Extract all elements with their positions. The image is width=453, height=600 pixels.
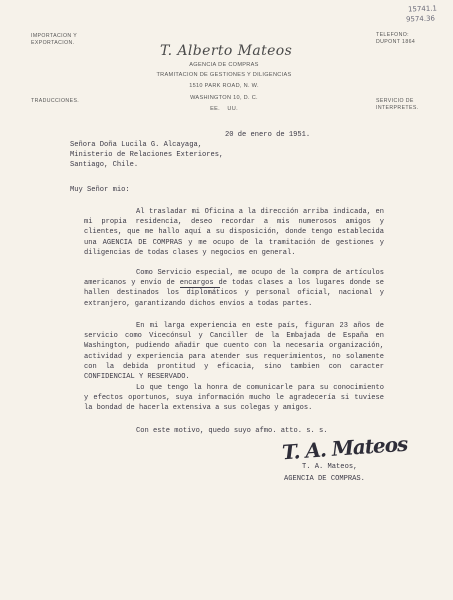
closing-line: Con este motivo, quedo suyo afmo. atto. s. s. (136, 427, 328, 435)
letterhead-line-address: 1510 PARK ROAD, N. W. (189, 83, 259, 89)
pencil-note-1: 15741.1 (407, 4, 438, 14)
signer-name: T. A. Mateos, (302, 463, 358, 471)
body-paragraph-2 (84, 268, 384, 309)
recipient-line: Ministerio de Relaciones Exteriores, (70, 151, 224, 159)
letterhead-line-agency: AGENCIA DE COMPRAS (189, 62, 259, 68)
letterhead-right-bottom-line: SERVICIO DE (376, 98, 414, 104)
ink-underline-mark (180, 287, 220, 288)
signer-title: AGENCIA DE COMPRAS. (284, 475, 365, 483)
letterhead-line-country: EE. UU. (210, 106, 238, 112)
letterhead-left-top-line: IMPORTACION Y (31, 33, 78, 39)
recipient-line: Santiago, Chile. (70, 161, 139, 169)
letterhead-left-bottom: TRADUCCIONES. (31, 98, 80, 104)
body-paragraph-4 (84, 383, 384, 414)
letterhead-left-top (31, 33, 77, 47)
handwritten-signature: T. A. Mateos (281, 431, 409, 465)
letterhead-right-top-line: TELEFONO: (376, 32, 409, 38)
body-paragraph-3 (84, 321, 384, 382)
salutation: Muy Señor mio: (70, 186, 130, 194)
body-paragraph-text: Lo que tengo la honra de comunicarle para su conocimiento y efectos oportunos, suya información mucho le agradecería si tuviese la bondad de hacerla extensiva a sus colegas y amigos. (84, 384, 384, 413)
recipient-block (70, 140, 223, 170)
body-paragraph-text: En mi larga experiencia en este país, figuran 23 años de servicio como Vicecónsul y Canciller de la Embajada de España en Washington, pudiendo añadir que cuento con la necesaria organización, actividad y experiencia para atender sus requerimientos, no solamente con la debida prontitud y eficacia, sino tambien con caracter CONFIDENCIAL Y RESERVADO. (84, 322, 384, 382)
body-paragraph-text: Como Servicio especial, me ocupo de la compra de artículos americanos y envío de encargos de todas clases a los lugares donde se hallen destinados los diplomáticos y personal oficial, nacional y extranjero, garantizando dichos envíos a todas partes. (84, 269, 384, 308)
letterhead-right-top-line: DUPONT 1864 (376, 39, 416, 45)
letterhead-brand-name: T. Alberto Mateos (160, 43, 293, 59)
letterhead-line-services: TRAMITACION DE GESTIONES Y DILIGENCIAS (156, 72, 292, 78)
letterhead-right-top (376, 32, 415, 46)
letterhead-line-city: WASHINGTON 10, D. C. (190, 95, 258, 101)
letter-date: 20 de enero de 1951. (225, 131, 311, 139)
body-paragraph-1 (84, 207, 384, 258)
body-paragraph-text: Al trasladar mi Oficina a la dirección arriba indicada, en mi propia residencia, deseo recordar a mis numerosos amigos y clientes, que me hallo aquí a su disposición, donde tengo establecida una AGENCIA DE COMPRAS y me ocupo de la tramitación de gestiones y diligencias de todas clases y negocios en general. (84, 208, 384, 257)
pencil-note-2: 9574.36 (405, 14, 436, 24)
letterhead-right-bottom (376, 98, 419, 112)
letterhead-left-top-line: EXPORTACION. (31, 40, 75, 46)
letterhead-right-bottom-line: INTERPRETES. (376, 105, 419, 111)
recipient-line: Señora Doña Lucila G. Alcayaga, (70, 141, 202, 149)
